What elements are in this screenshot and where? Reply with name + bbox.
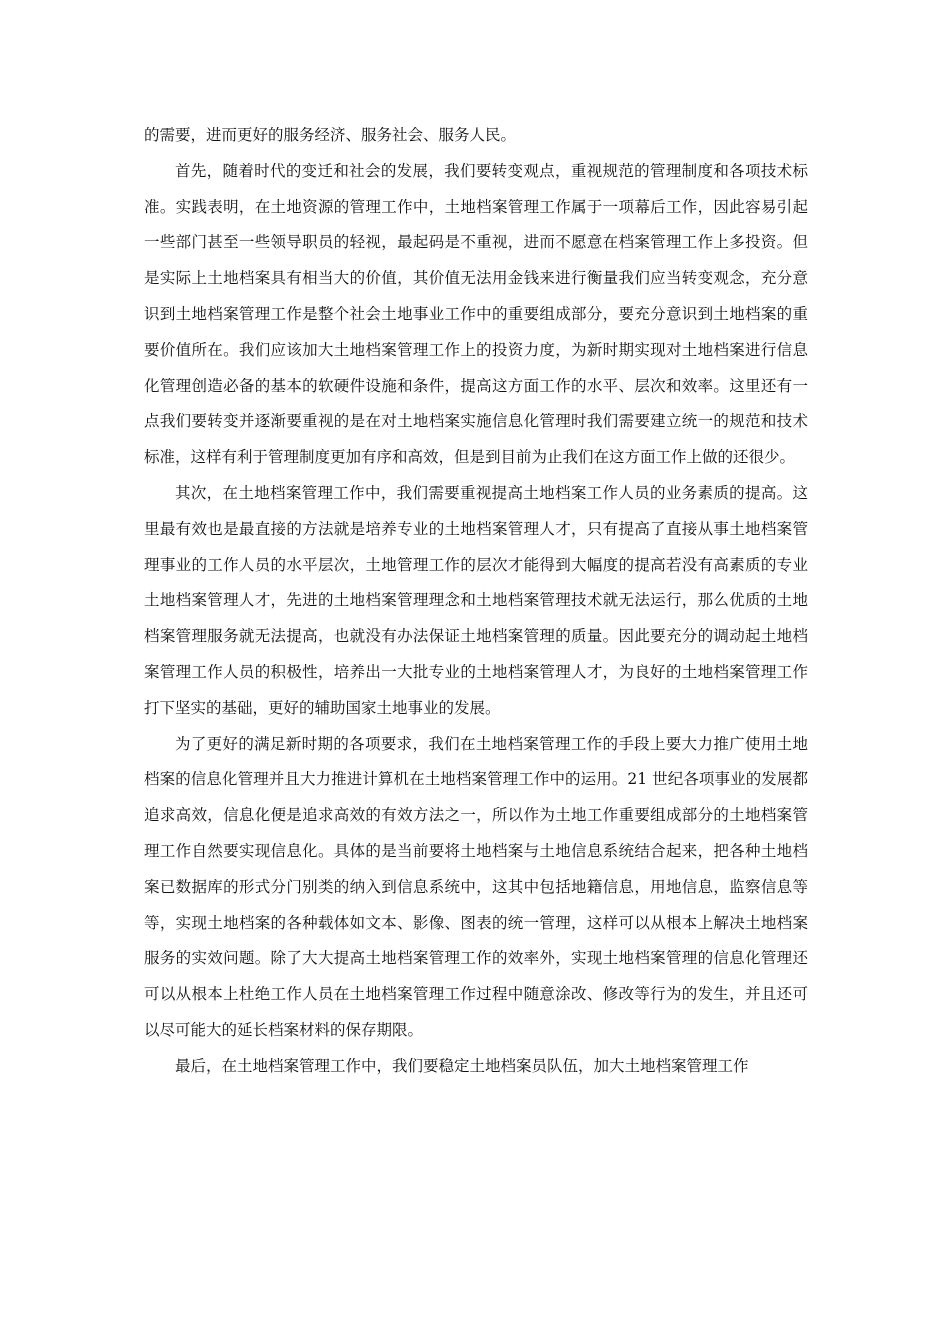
paragraph-second: 其次，在土地档案管理工作中，我们需要重视提高土地档案工作人员的业务素质的提高。这里最有效也是最直接的方法就是培养专业的土地档案管理人才，只有提高了直接从事土地档案管理事业的工作人员的水平层次，土地管理工作的层次才能得到大幅度的提高若没有高素质的专业土地档案管理人才，先进的土地档案管理理念和土地档案管理技术就无法运行，那么优质的土地档案管理服务就无法提高，也就没有办法保证土地档案管理的质量。因此要充分的调动起土地档案管理工作人员的积极性，培养出一大批专业的土地档案管理人才，为良好的土地档案管理工作打下坚实的基础，更好的辅助国家土地事业的发展。: [144, 483, 808, 717]
paragraph-informatization: 为了更好的满足新时期的各项要求，我们在土地档案管理工作的手段上要大力推广使用土地档案的信息化管理并且大力推进计算机在土地档案管理工作中的运用。21 世纪各项事业的发展都追求高效，信息化便是追求高效的有效方法之一，所以作为土地工作重要组成部分的土地档案管理工作自然要实现信息化。具体的是当前要将土地档案与土地信息系统结合起来，把各种土地档案已数据库的形式分门别类的纳入到信息系统中，这其中包括地籍信息，用地信息，监察信息等等，实现土地档案的各种载体如文本、影像、图表的统一管理，这样可以从根本上解决土地档案服务的实效问题。除了大大提高土地档案管理工作的效率外，实现土地档案管理的信息化管理还可以从根本上杜绝工作人员在土地档案管理工作过程中随意涂改、修改等行为的发生，并且还可以尽可能大的延长档案材料的保存期限。: [144, 734, 808, 1039]
paragraph-last: 最后，在土地档案管理工作中，我们要稳定土地档案员队伍，加大土地档案管理工作: [175, 1056, 749, 1075]
paragraph-first: 首先，随着时代的变迁和社会的发展，我们要转变观点，重视规范的管理制度和各项技术标准。实践表明，在土地资源的管理工作中，土地档案管理工作属于一项幕后工作，因此容易引起一些部门甚至一些领导职员的轻视，最起码是不重视，进而不愿意在档案管理工作上多投资。但是实际上土地档案具有相当大的价值，其价值无法用金钱来进行衡量我们应当转变观念，充分意识到土地档案管理工作是整个社会土地事业工作中的重要组成部分，要充分意识到土地档案的重要价值所在。我们应该加大土地档案管理工作上的投资力度，为新时期实现对土地档案进行信息化管理创造必备的基本的软硬件设施和条件，提高这方面工作的水平、层次和效率。这里还有一点我们要转变并逐渐要重视的是在对土地档案实施信息化管理时我们需要建立统一的规范和技术标准，这样有利于管理制度更加有序和高效，但是到目前为止我们在这方面工作上做的还很少。: [144, 161, 808, 467]
paragraph-continuation: 的需要，进而更好的服务经济、服务社会、服务人民。: [144, 126, 517, 144]
document-body: [144, 118, 808, 1085]
